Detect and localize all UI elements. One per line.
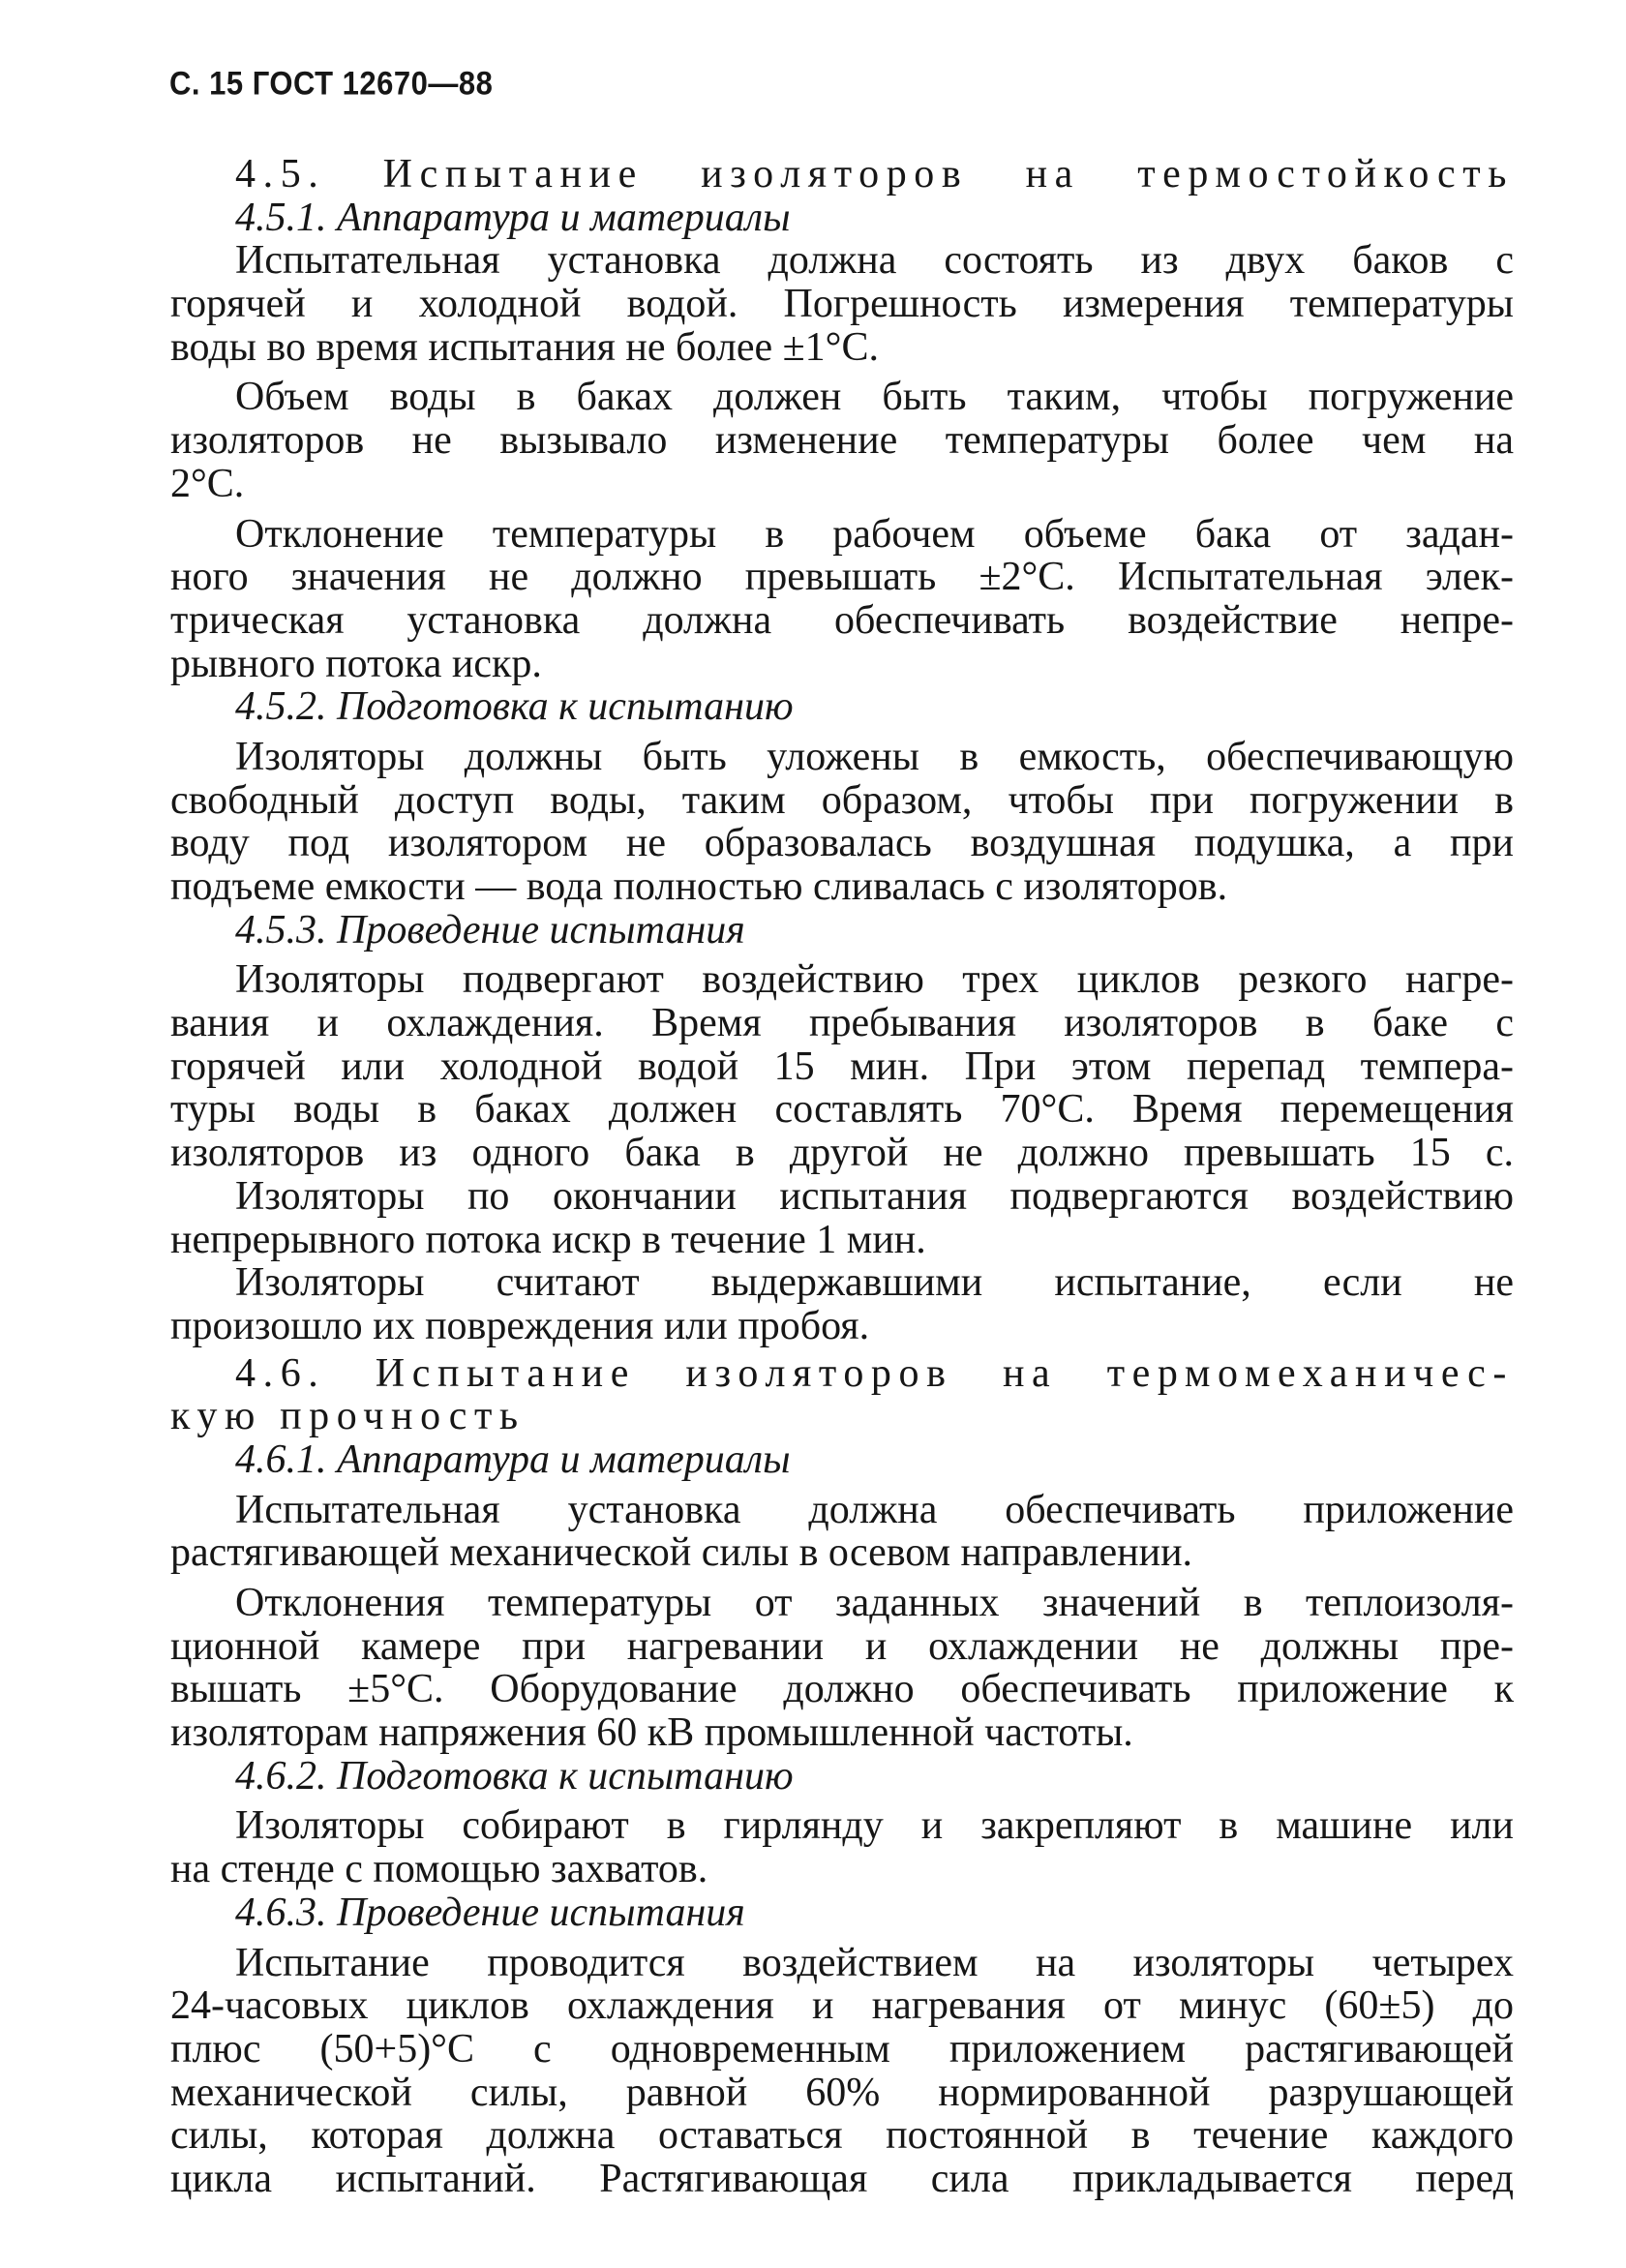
- subsection-heading: 4.6.2. Подготовка к испытанию: [235, 1753, 794, 1799]
- section-heading: 4.6. Испытание изоляторов на термомеханичес-: [235, 1350, 1514, 1396]
- text-line: изоляторов из одного бака в другой не должно превышать 15 с.: [170, 1131, 1514, 1176]
- page-header: С. 15 ГОСТ 12670—88: [169, 64, 494, 103]
- text-line: произошло их повреждения или пробоя.: [170, 1303, 870, 1348]
- text-line: Отклонения температуры от заданных значений в теплоизоля-: [235, 1581, 1514, 1625]
- text-line: 24-часовых циклов охлаждения и нагревания от минус (60±5) до: [170, 1983, 1514, 2029]
- text-line: механической силы, равной 60% нормированной разрушающей: [170, 2070, 1514, 2115]
- text-line: изоляторам напряжения 60 кВ промышленной частоты.: [170, 1710, 1133, 1756]
- subsection-heading: 4.6.3. Проведение испытания: [235, 1890, 745, 1935]
- text-line: воду под изолятором не образовалась воздушная подушка, а при: [170, 821, 1514, 866]
- text-line: плюс (50+5)°С с одновременным приложением растягивающей: [170, 2026, 1514, 2071]
- subsection-heading: 4.5.1. Аппаратура и материалы: [235, 195, 791, 240]
- text-line: Объем воды в баках должен быть таким, чтобы погружение: [235, 375, 1514, 420]
- document-body: [170, 153, 1514, 2201]
- section-heading: 4.5. Испытание изоляторов на термостойкость: [235, 152, 1514, 197]
- text-line: Изоляторы по окончании испытания подвергаются воздействию: [235, 1173, 1514, 1219]
- text-line: туры воды в баках должен составлять 70°С. Время перемещения: [170, 1087, 1514, 1133]
- text-line: горячей и холодной водой. Погрешность измерения температуры: [170, 282, 1514, 327]
- text-line: 2°С.: [170, 461, 245, 506]
- text-line: свободный доступ воды, таким образом, чтобы при погружении в: [170, 777, 1514, 823]
- text-line: Изоляторы собирают в гирлянду и закрепляют в машине или: [235, 1803, 1514, 1849]
- text-line: Отклонение температуры в рабочем объеме бака от задан-: [235, 511, 1514, 557]
- text-line: непрерывного потока искр в течение 1 мин.: [170, 1217, 926, 1262]
- text-line: рывного потока искр.: [170, 641, 542, 686]
- text-line: Изоляторы должны быть уложены в емкость, обеспечивающую: [235, 734, 1514, 779]
- subsection-heading: 4.5.2. Подготовка к испытанию: [235, 684, 794, 730]
- text-line: воды во время испытания не более ±1°С.: [170, 324, 879, 370]
- text-line: Испытательная установка должна обеспечивать приложение: [235, 1487, 1514, 1532]
- text-line: изоляторов не вызывало изменение температуры более чем на: [170, 418, 1514, 464]
- text-line: вышать ±5°С. Оборудование должно обеспечивать приложение к: [170, 1667, 1514, 1712]
- subsection-heading: 4.5.3. Проведение испытания: [235, 907, 745, 953]
- text-line: горячей или холодной водой 15 мин. При этом перепад темпера-: [170, 1043, 1514, 1089]
- text-line: Изоляторы подвергают воздействию трех циклов резкого нагре-: [235, 957, 1514, 1003]
- subsection-heading: 4.6.1. Аппаратура и материалы: [235, 1436, 791, 1482]
- text-line: ного значения не должно превышать ±2°С. Испытательная элек-: [170, 555, 1514, 600]
- text-line: растягивающей механической силы в осевом направлении.: [170, 1530, 1193, 1576]
- text-line: Испытание проводится воздействием на изоляторы четырех: [235, 1940, 1514, 1985]
- text-line: трическая установка должна обеспечивать воздействие непре-: [170, 597, 1514, 643]
- text-line: Изоляторы считают выдержавшими испытание, если не: [235, 1260, 1514, 1306]
- text-line: подъеме емкости — вода полностью сливалась с изоляторов.: [170, 864, 1228, 909]
- text-line: силы, которая должна оставаться постоянной в течение каждого: [170, 2113, 1514, 2159]
- text-line: на стенде с помощью захватов.: [170, 1847, 708, 1892]
- text-line: ционной камере при нагревании и охлаждении не должны пре-: [170, 1623, 1514, 1669]
- text-line: вания и охлаждения. Время пребывания изоляторов в баке с: [170, 1001, 1514, 1046]
- text-line: цикла испытаний. Растягивающая сила прикладывается перед: [170, 2156, 1514, 2201]
- text-line: Испытательная установка должна состоять из двух баков с: [235, 238, 1514, 284]
- section-heading: кую прочность: [170, 1394, 526, 1439]
